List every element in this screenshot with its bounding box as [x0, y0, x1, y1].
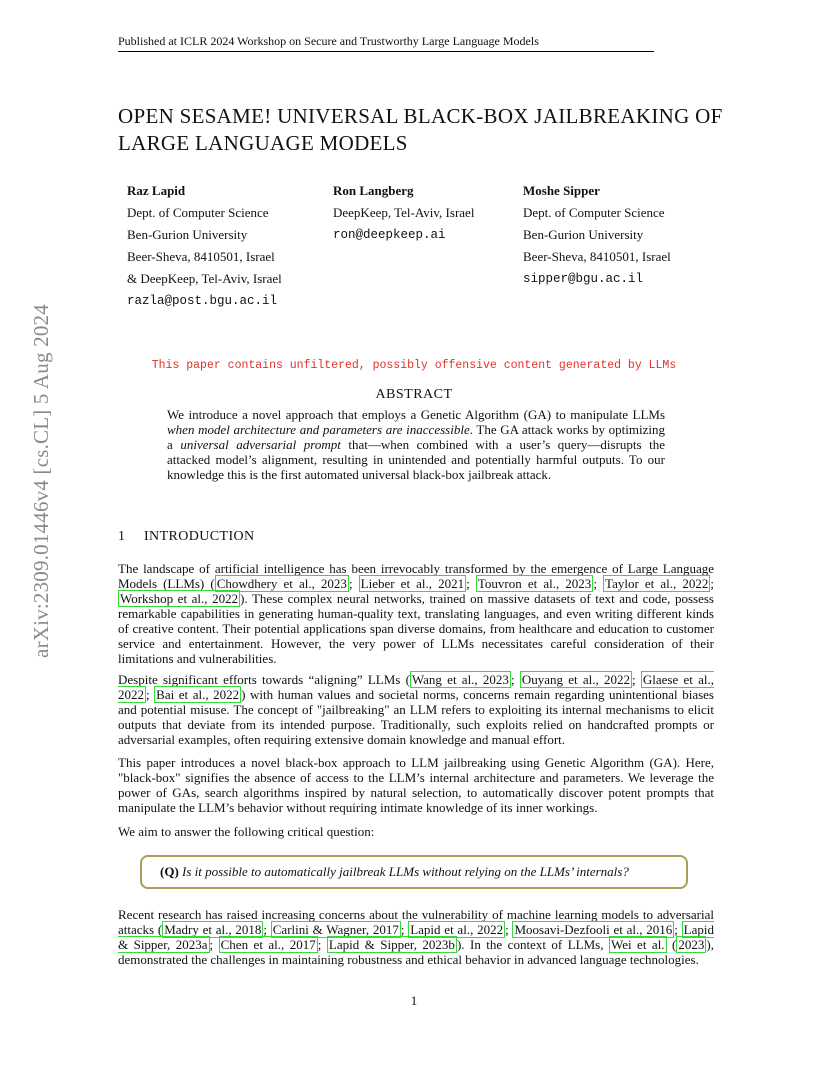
question-label: (Q) — [160, 864, 179, 879]
author-affiliation: Dept. of Computer Science — [523, 205, 665, 220]
author-block-2 — [333, 180, 474, 246]
intro-paragraph-1: The landscape of artificial intelligence has been irrevocably transformed by the emergence of Large Language Models (LLMs) ( Chowdhery et al., 2023 ; Lieber et al., 2021 ; Touvron et al., 2023 ; Taylor et al., 2022 ; Workshop et al., 2022 ). These complex neural networks, trained on massive datasets of text and code, possess remarkable capabilities in generating human-quality text, translating languages, and even writing different kinds of creative content. Their potential applications span diverse domains, from healthcare and education to customer service and entertainment. However, the very power of LLMs necessitates careful consideration of their limitations and vulnerabilities. — [118, 561, 714, 666]
paragraph-text: Despite significant efforts towards “aligning” LLMs ( — [118, 672, 410, 687]
title-line-1: OPEN SESAME! UNIVERSAL BLACK-BOX JAILBREAKING OF — [118, 104, 723, 128]
author-affiliation: Ben-Gurion University — [127, 227, 248, 242]
citation-link[interactable]: Lapid & Sipper, 2023b — [328, 937, 455, 952]
abstract-emphasis: when model architecture and parameters are inaccessible — [167, 422, 470, 437]
citation-link[interactable]: Carlini & Wagner, 2017 — [272, 922, 399, 937]
author-affiliation: Ben-Gurion University — [523, 227, 644, 242]
content-warning: This paper contains unfiltered, possibly offensive content generated by LLMs — [151, 359, 677, 372]
abstract-emphasis: universal adversarial prompt — [180, 437, 341, 452]
page-number: 1 — [410, 993, 418, 1008]
arxiv-stamp: arXiv:2309.01446v4 [cs.CL] 5 Aug 2024 — [29, 304, 53, 658]
paper-title — [118, 103, 728, 157]
citation-link[interactable]: Glaese et al., 2022 — [118, 672, 714, 702]
paragraph-text: ) with human values and societal norms, concerns remain regarding unintentional biases and potential misuse. The concept of "jailbreaking" an LLM refers to exploiting its internal mechanisms to elicit outputs that deviate from its intended purpose. Traditionally, such exploits relied on handcrafted prompts or adversarial examples, often requiring extensive domain knowledge and manual effort. — [118, 687, 714, 747]
author-affiliation: Dept. of Computer Science — [127, 205, 269, 220]
author-affiliation: Beer-Sheva, 8410501, Israel — [523, 249, 671, 264]
question-text: Is it possible to automatically jailbreak LLMs without relying on the LLMs’ internals? — [182, 864, 629, 879]
intro-paragraph-4: We aim to answer the following critical question: — [118, 824, 375, 839]
citation-link[interactable]: Lapid et al., 2022 — [410, 922, 504, 937]
author-email[interactable]: sipper@bgu.ac.il — [523, 272, 644, 286]
abstract-heading: ABSTRACT — [375, 387, 453, 402]
abstract-part: We introduce a novel approach that employs a Genetic Algorithm (GA) to manipulate LLMs — [167, 407, 665, 422]
author-name: Ron Langberg — [333, 183, 414, 198]
running-header: Published at ICLR 2024 Workshop on Secure and Trustworthy Large Language Models — [118, 33, 654, 52]
author-email[interactable]: razla@post.bgu.ac.il — [127, 294, 278, 308]
paragraph-text: ), demonstrated the challenges in maintaining robustness and ethical behavior in advanced language technologies. — [118, 937, 714, 967]
paragraph-text: Recent research has raised increasing concerns about the vulnerability of machine learning models to adversarial attacks ( — [118, 907, 714, 937]
author-name: Raz Lapid — [127, 183, 186, 198]
section-heading — [118, 529, 255, 545]
author-email[interactable]: ron@deepkeep.ai — [333, 228, 446, 242]
author-block-3 — [523, 180, 671, 290]
paragraph-text: ). These complex neural networks, trained on massive datasets of text and code, possess remarkable capabilities in generating human-quality text, translating languages, and even writing different kinds of creative content. Their potential applications span diverse domains, from healthcare and education to customer service and entertainment. However, the very power of LLMs necessitates careful consideration of their limitations and vulnerabilities. — [118, 591, 714, 666]
author-affiliation: Beer-Sheva, 8410501, Israel — [127, 249, 275, 264]
title-line-2: LARGE LANGUAGE MODELS — [118, 131, 408, 155]
intro-paragraph-3: This paper introduces a novel black-box approach to LLM jailbreaking using Genetic Algorithm (GA). Here, "black-box" signifies the absence of access to the LLM’s internal architecture and parameters. We leverage the power of GAs, search algorithms inspired by natural selection, to automatically discover potent prompts that manipulate the LLM’s behavior without requiring intimate knowledge of its inner workings. — [118, 755, 714, 815]
abstract-part: . The GA attack works by optimizing a — [167, 422, 665, 452]
paragraph-text: ). In the context of LLMs, — [456, 937, 609, 952]
citation-link[interactable]: Wei et al. — [610, 937, 665, 952]
author-affiliation: & DeepKeep, Tel-Aviv, Israel — [127, 271, 282, 286]
citation-link[interactable]: Lapid & Sipper, 2023a — [118, 922, 714, 952]
citation-link[interactable]: Wang et al., 2023 — [411, 672, 509, 687]
abstract-text — [167, 407, 665, 482]
citation-link[interactable]: Chowdhery et al., 2023 — [216, 576, 347, 591]
citation-link[interactable]: Workshop et al., 2022 — [120, 591, 239, 606]
section-title: INTRODUCTION — [144, 529, 255, 544]
citation-link[interactable]: Lieber et al., 2021 — [360, 576, 465, 591]
citation-link[interactable]: Chen et al., 2017 — [220, 937, 316, 952]
author-block-1 — [127, 180, 282, 312]
intro-paragraph-2: Despite significant efforts towards “aligning” LLMs ( Wang et al., 2023 ; Ouyang et al., 2022 ; Glaese et al., 2022 ; Bai et al., 2022 ) with human values and societal norms, concerns remain regarding unintentional biases and potential misuse. The concept of "jailbreaking" an LLM refers to exploiting its internal mechanisms to elicit outputs that deviate from its intended purpose. Traditionally, such exploits relied on handcrafted prompts or adversarial examples, often requiring extensive domain knowledge and manual effort. — [118, 672, 714, 747]
citation-link[interactable]: Ouyang et al., 2022 — [521, 672, 630, 687]
author-affiliation: DeepKeep, Tel-Aviv, Israel — [333, 205, 475, 220]
citation-link[interactable]: Taylor et al., 2022 — [605, 576, 709, 591]
author-name: Moshe Sipper — [523, 183, 600, 198]
paragraph-text: The landscape of artificial intelligence has been irrevocably transformed by the emergence of Large Language Models (LLMs) ( — [118, 561, 714, 591]
citation-link[interactable]: Madry et al., 2018 — [164, 922, 262, 937]
citation-link[interactable]: Bai et al., 2022 — [156, 687, 240, 702]
section-number: 1 — [118, 529, 126, 544]
research-question-box — [140, 855, 688, 889]
citation-link[interactable]: Touvron et al., 2023 — [477, 576, 592, 591]
abstract-part: that—when combined with a user’s query—disrupts the attacked model’s alignment, resulting in unintended and potentially harmful outputs. To our knowledge this is the first automated universal black-box jailbreak attack. — [167, 437, 666, 482]
intro-paragraph-5: Recent research has raised increasing concerns about the vulnerability of machine learning models to adversarial attacks ( Madry et al., 2018 ; Carlini & Wagner, 2017 ; Lapid et al., 2022 ; Moosavi-Dezfooli et al., 2016 ; Lapid & Sipper, 2023a ; Chen et al., 2017 ; Lapid & Sipper, 2023b ). In the context of LLMs, Wei et al. ( 2023 ), demonstrated the challenges in maintaining robustness and ethical behavior in advanced language technologies. — [118, 907, 714, 967]
citation-link[interactable]: 2023 — [678, 937, 705, 952]
citation-link[interactable]: Moosavi-Dezfooli et al., 2016 — [514, 922, 673, 937]
